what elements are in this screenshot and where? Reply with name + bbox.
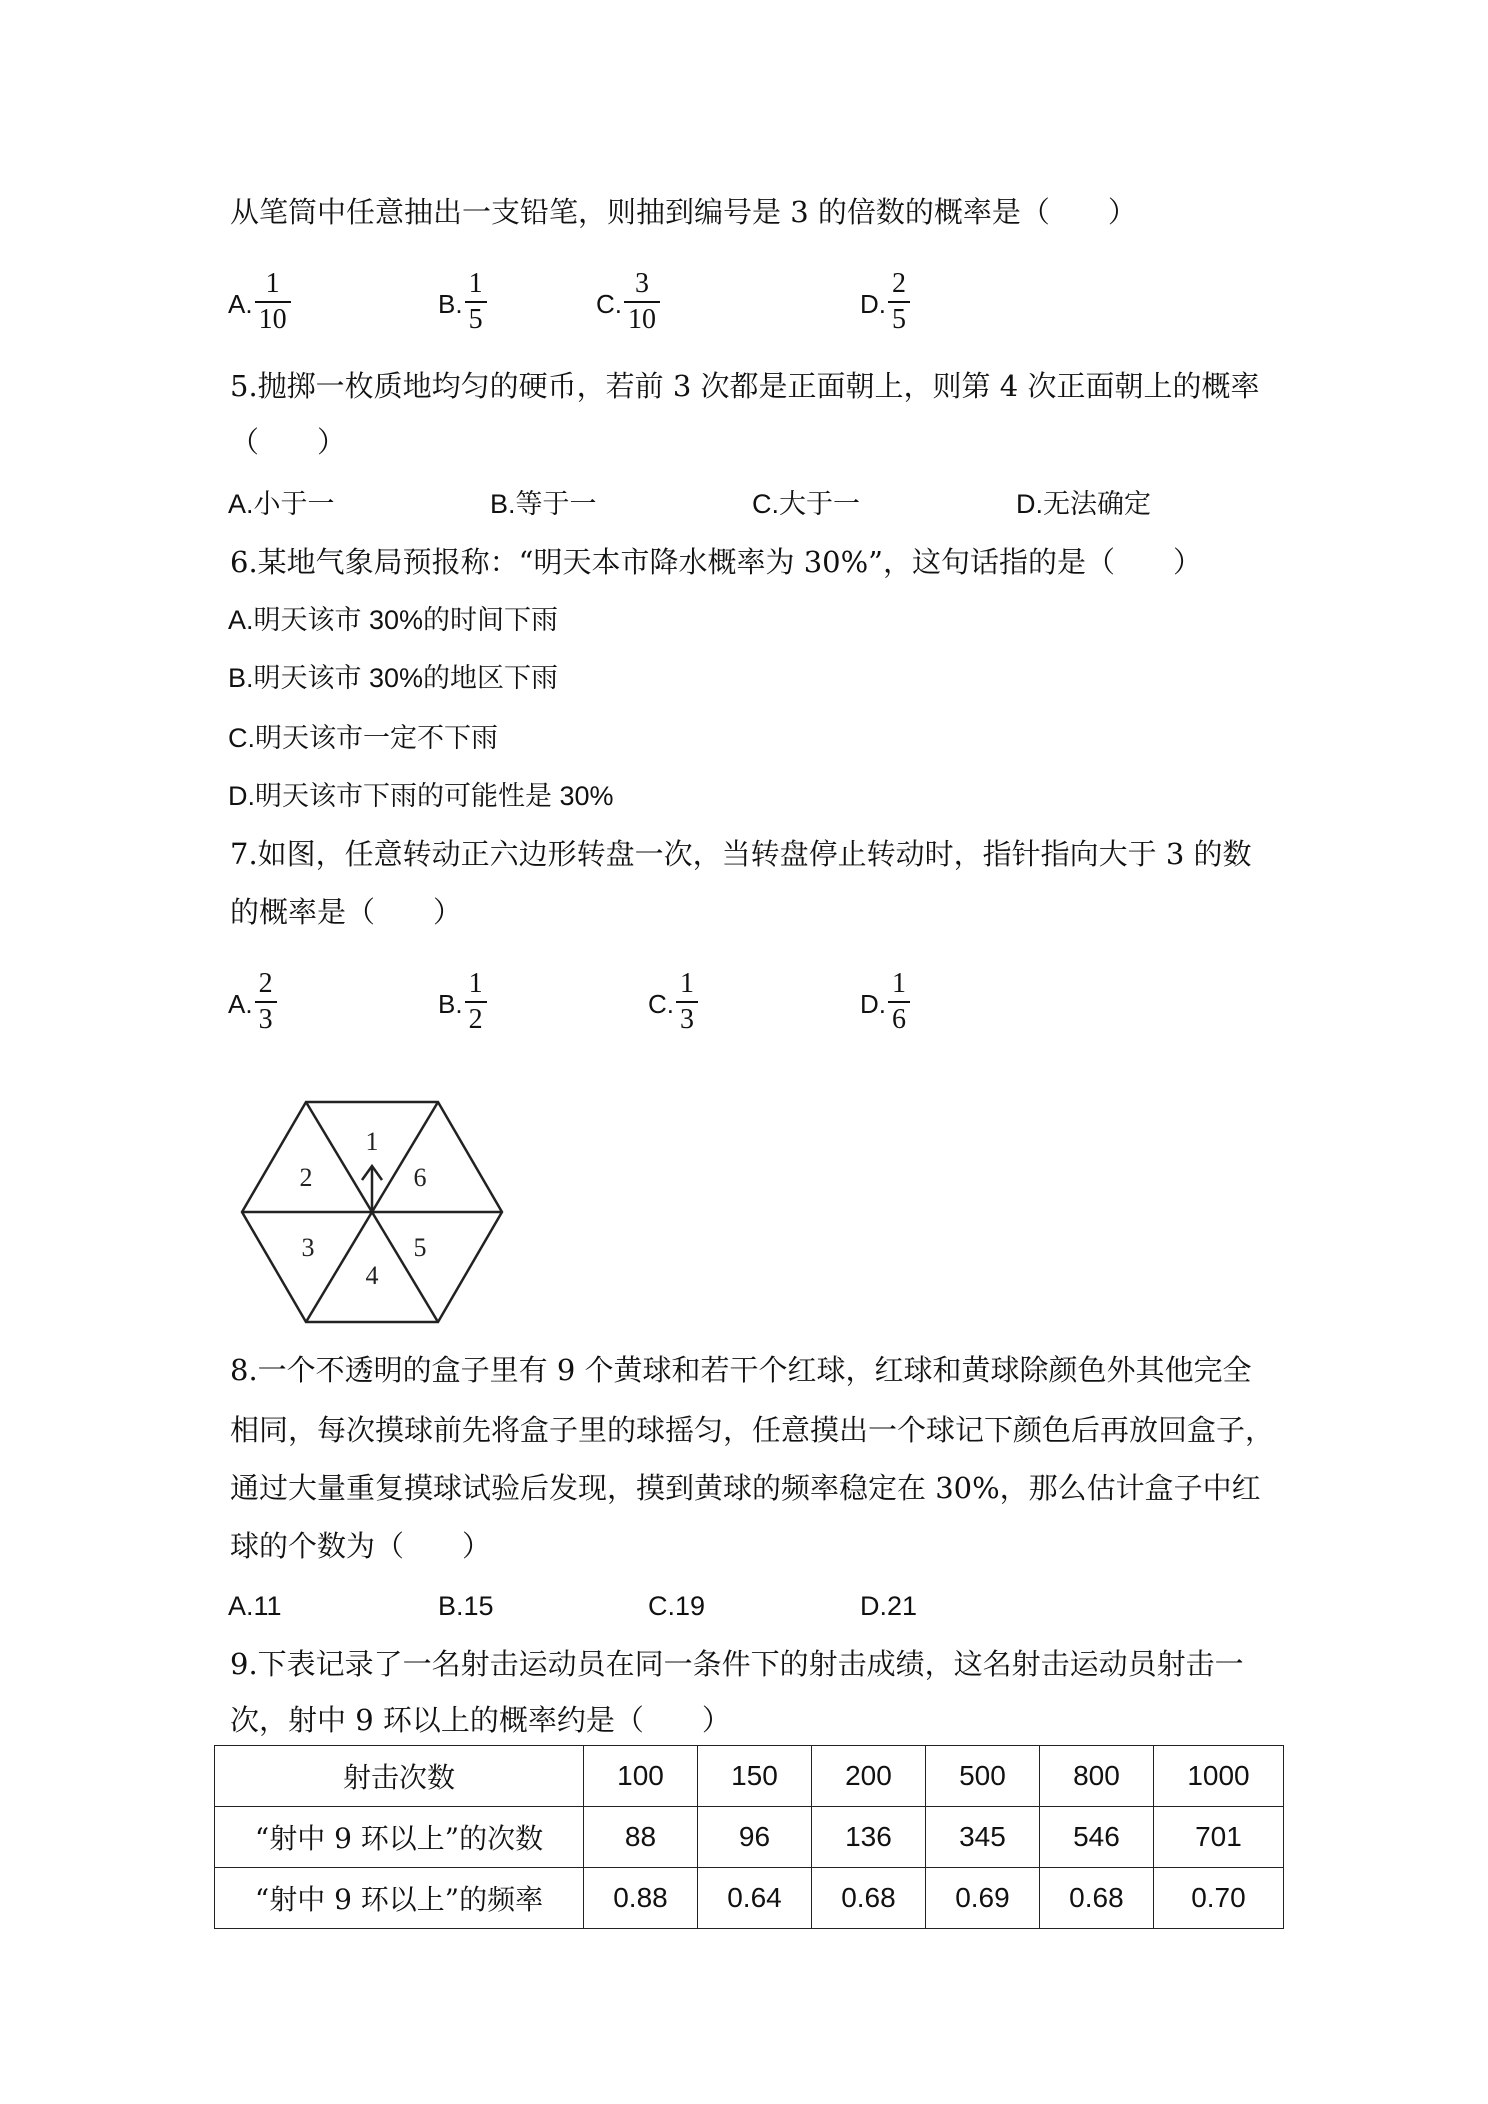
q8-option-d[interactable]: D.21 bbox=[860, 1591, 918, 1621]
option-letter: D. bbox=[860, 988, 886, 1019]
q4-option-a[interactable] bbox=[228, 262, 291, 342]
sector-number-2: 2 bbox=[299, 1163, 313, 1192]
fraction bbox=[255, 267, 291, 337]
table-cell: 200 bbox=[811, 1746, 925, 1807]
table-cell: 0.88 bbox=[584, 1868, 698, 1929]
sector-number-3: 3 bbox=[301, 1233, 315, 1262]
table-cell: 800 bbox=[1039, 1746, 1153, 1807]
q7-option-a[interactable] bbox=[228, 962, 277, 1042]
numerator: 1 bbox=[265, 268, 280, 299]
q8-stem-line4: 球的个数为（ ） bbox=[230, 1529, 492, 1563]
table-row bbox=[215, 1746, 1284, 1807]
row-header: 射击次数 bbox=[215, 1746, 584, 1807]
q9-stem-line2: 次，射中 9 环以上的概率约是（ ） bbox=[230, 1703, 731, 1737]
table-cell: 500 bbox=[925, 1746, 1039, 1807]
table-cell: 701 bbox=[1153, 1807, 1283, 1868]
option-letter: A. bbox=[228, 988, 253, 1019]
q7-stem-line2: 的概率是（ ） bbox=[230, 895, 463, 929]
q5-option-d[interactable]: D.无法确定 bbox=[1016, 489, 1151, 519]
sector-number-4: 4 bbox=[365, 1261, 379, 1290]
denominator: 2 bbox=[468, 1004, 483, 1035]
q7-option-b[interactable] bbox=[438, 962, 487, 1042]
table-cell: 100 bbox=[584, 1746, 698, 1807]
fraction bbox=[465, 267, 487, 337]
hexagon-spinner-figure bbox=[240, 1098, 504, 1326]
q5-stem-line1: 5.抛掷一枚质地均匀的硬币，若前 3 次都是正面朝上，则第 4 次正面朝上的概率 bbox=[230, 369, 1260, 403]
q5-option-c[interactable]: C.大于一 bbox=[752, 489, 860, 519]
sector-number-6: 6 bbox=[413, 1163, 427, 1192]
sector-number-1: 1 bbox=[365, 1127, 379, 1156]
q4-option-c[interactable] bbox=[596, 262, 660, 342]
denominator: 5 bbox=[892, 304, 906, 335]
option-letter: C. bbox=[648, 988, 674, 1019]
table-cell: 0.70 bbox=[1153, 1868, 1283, 1929]
denominator: 10 bbox=[628, 304, 656, 335]
fraction bbox=[888, 267, 910, 337]
table-row bbox=[215, 1807, 1284, 1868]
q6-option-b[interactable]: B.明天该市 30%的地区下雨 bbox=[228, 663, 559, 693]
numerator: 2 bbox=[258, 968, 273, 999]
sector-number-5: 5 bbox=[413, 1233, 427, 1262]
option-letter: B. bbox=[438, 988, 463, 1019]
q7-option-c[interactable] bbox=[648, 962, 698, 1042]
q4-option-d[interactable] bbox=[860, 262, 910, 342]
numerator: 1 bbox=[680, 968, 694, 999]
option-letter: C. bbox=[596, 288, 622, 319]
fraction bbox=[255, 967, 277, 1037]
q9-stem-line1: 9.下表记录了一名射击运动员在同一条件下的射击成绩，这名射击运动员射击一 bbox=[230, 1647, 1244, 1681]
denominator: 10 bbox=[258, 304, 287, 335]
table-row bbox=[215, 1868, 1284, 1929]
q8-option-c[interactable]: C.19 bbox=[648, 1591, 706, 1621]
numerator: 2 bbox=[892, 268, 906, 299]
q8-stem-line1: 8.一个不透明的盒子里有 9 个黄球和若干个红球，红球和黄球除颜色外其他完全 bbox=[230, 1353, 1252, 1387]
table-cell: 0.68 bbox=[811, 1868, 925, 1929]
q6-option-d[interactable]: D.明天该市下雨的可能性是 30% bbox=[228, 781, 614, 811]
table-cell: 0.68 bbox=[1039, 1868, 1153, 1929]
numerator: 1 bbox=[468, 268, 483, 299]
option-letter: A. bbox=[228, 288, 253, 319]
denominator: 3 bbox=[258, 1004, 273, 1035]
q5-stem-line2: （ ） bbox=[230, 425, 347, 459]
table-cell: 150 bbox=[697, 1746, 811, 1807]
row-header: “射中 9 环以上”的频率 bbox=[215, 1868, 584, 1929]
q8-option-b[interactable]: B.15 bbox=[438, 1591, 494, 1621]
option-letter: B. bbox=[438, 288, 463, 319]
q4-option-b[interactable] bbox=[438, 262, 487, 342]
shooting-results-table bbox=[214, 1745, 1284, 1929]
table-cell: 96 bbox=[697, 1807, 811, 1868]
numerator: 1 bbox=[468, 968, 483, 999]
table-cell: 0.64 bbox=[697, 1868, 811, 1929]
q4-stem: 从笔筒中任意抽出一支铅笔，则抽到编号是 3 的倍数的概率是（ ） bbox=[230, 195, 1137, 229]
q8-option-a[interactable]: A.11 bbox=[228, 1591, 282, 1621]
numerator: 1 bbox=[892, 968, 906, 999]
q6-option-a[interactable]: A.明天该市 30%的时间下雨 bbox=[228, 605, 559, 635]
table-cell: 0.69 bbox=[925, 1868, 1039, 1929]
option-letter: D. bbox=[860, 288, 886, 319]
fraction bbox=[624, 267, 660, 337]
q6-option-c[interactable]: C.明天该市一定不下雨 bbox=[228, 723, 498, 753]
q7-stem-line1: 7.如图，任意转动正六边形转盘一次，当转盘停止转动时，指针指向大于 3 的数 bbox=[230, 837, 1252, 871]
denominator: 5 bbox=[468, 304, 483, 335]
table-cell: 345 bbox=[925, 1807, 1039, 1868]
q8-stem-line3: 通过大量重复摸球试验后发现，摸到黄球的频率稳定在 30%，那么估计盒子中红 bbox=[230, 1471, 1261, 1505]
numerator: 3 bbox=[635, 268, 649, 299]
q5-option-a[interactable]: A.小于一 bbox=[228, 489, 335, 519]
q8-stem-line2: 相同，每次摸球前先将盒子里的球摇匀，任意摸出一个球记下颜色后再放回盒子， bbox=[230, 1413, 1275, 1447]
fraction bbox=[465, 967, 487, 1037]
q7-option-d[interactable] bbox=[860, 962, 910, 1042]
row-header: “射中 9 环以上”的次数 bbox=[215, 1807, 584, 1868]
table-cell: 546 bbox=[1039, 1807, 1153, 1868]
denominator: 3 bbox=[680, 1004, 694, 1035]
fraction bbox=[676, 967, 698, 1037]
table-cell: 1000 bbox=[1153, 1746, 1283, 1807]
fraction bbox=[888, 967, 910, 1037]
table-cell: 88 bbox=[584, 1807, 698, 1868]
q5-option-b[interactable]: B.等于一 bbox=[490, 489, 597, 519]
denominator: 6 bbox=[892, 1004, 906, 1035]
table-cell: 136 bbox=[811, 1807, 925, 1868]
q6-stem: 6.某地气象局预报称：“明天本市降水概率为 30%”，这句话指的是（ ） bbox=[230, 545, 1202, 579]
